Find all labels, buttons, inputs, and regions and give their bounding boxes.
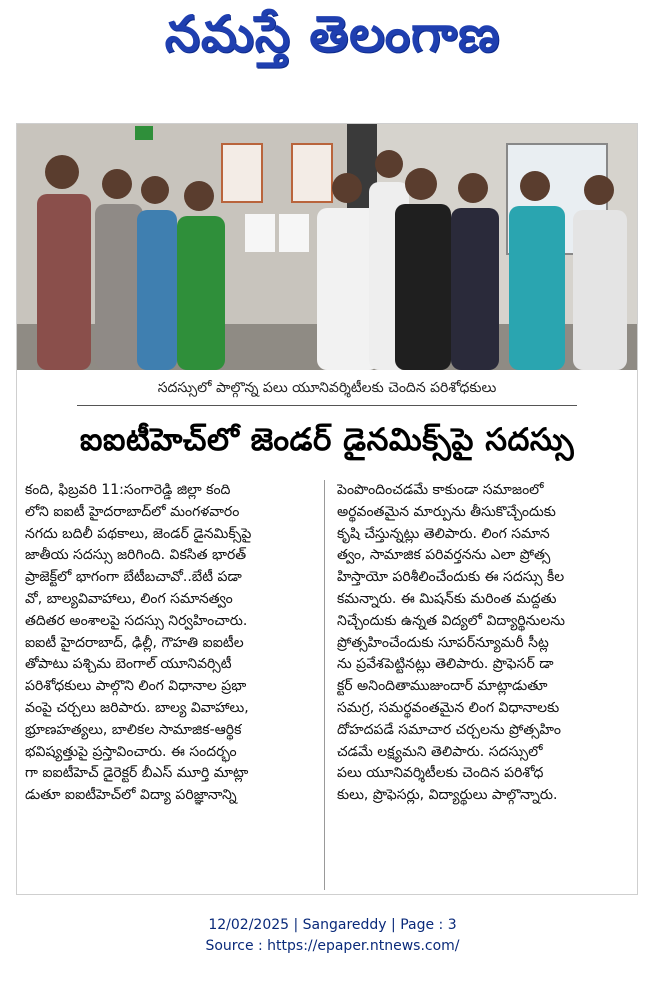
column-divider: [324, 480, 325, 890]
article-line: దోహదపడే సమాచార చర్చలను ప్రోత్సహిం: [337, 721, 561, 738]
article-line: వంపై చర్చలు జరిపారు. బాల్య వివాహాలు,: [25, 699, 249, 716]
photo-caption: సదస్సులో పాల్గొన్న పలు యూనివర్శిటీలకు చెందిన పరిశోధకులు: [157, 379, 497, 396]
article-line: కంది, ఫిబ్రవరి 11:సంగారెడ్డి జిల్లా కంది: [25, 482, 231, 498]
article-line: భవిష్యత్తుపై ప్రస్తావించారు. ఈ సందర్భం: [25, 743, 237, 760]
article-line: నగదు బదిలీ పథకాలు, జెండర్ డైనమిక్స్‌పై: [25, 525, 252, 542]
article-line: తోపాటు పశ్చిమ బెంగాల్ యూనివర్సిటీ: [25, 656, 232, 673]
source-line: Source : https://epaper.ntnews.com/: [205, 938, 460, 954]
article-line: నిచ్చేందుకు ఉన్నత విద్యలో విద్యార్థినులను: [337, 612, 565, 629]
clipping-footer: [0, 915, 665, 957]
article-line: సమగ్ర, సమర్థవంతమైన లింగ విధానాలకు: [337, 699, 560, 716]
news-clipping: [16, 123, 638, 895]
article-line: కమన్నారు. ఈ మిషన్‌కు మరింత మద్దతు: [337, 590, 557, 607]
article-line: క్టర్ అనిందితాముజుందార్ మాట్లాడుతూ: [337, 678, 548, 695]
article-column-right: [337, 480, 629, 807]
group-photo-illustration: [17, 124, 637, 370]
article-line: ఐఐటీ హైదరాబాద్, ఢిల్లీ, గౌహతి ఐఐటీల: [25, 634, 244, 651]
caption-underline: [77, 405, 577, 406]
masthead-title: నమస్తే తెలంగాణ: [164, 4, 501, 63]
article-headline: ఐఐటీహెచ్‌లో జెండర్ డైనమిక్స్‌పై సదస్సు: [79, 421, 575, 458]
article-column-left: [25, 480, 317, 807]
article-line: లోని ఐఐటీ హైదరాబాద్‌లో మంగళవారం: [25, 503, 240, 520]
article-line: ప్రాజెక్ట్‌లో భాగంగా బేటీబచావో..బేటీ పడా: [25, 569, 242, 586]
article-line: చడమే లక్ష్యమని తెలిపారు. సదస్సులో: [337, 743, 543, 760]
article-line: భ్రూణహత్యలు, బాలికల సామాజిక-ఆర్థిక: [25, 721, 242, 738]
article-line: పరిశోధకులు పాల్గొని లింగ విధానాల ప్రభా: [25, 678, 247, 695]
article-line: త్వం, సామాజిక పరివర్తనను ఎలా ప్రోత్స: [337, 547, 551, 564]
article-body: [17, 480, 637, 894]
article-line: జాతీయ సదస్సు జరిగింది. వికసిత భారత్: [25, 547, 247, 564]
news-photo: [17, 124, 637, 370]
article-line: వో, బాల్యవివాహాలు, లింగ సమానత్వం: [25, 590, 233, 607]
article-line: కృషి చేస్తున్నట్లు తెలిపారు. లింగ సమాన: [337, 525, 550, 542]
article-line: ప్రోత్సహించేందుకు సూపర్‌న్యూమరీ సీట్ల: [337, 634, 549, 651]
article-line: పలు యూనివర్శిటీలకు చెందిన పరిశోధ: [337, 765, 544, 782]
article-line: ను ప్రవేశపెట్టినట్లు తెలిపారు. ప్రొఫెసర్ డా: [337, 656, 554, 673]
headline-block: [17, 414, 637, 472]
article-line: పెంపొందించడమే కాకుండా సమాజంలో: [337, 482, 544, 498]
photo-caption-bar: [17, 372, 637, 406]
article-line: అర్థవంతమైన మార్పును తీసుకొచ్చేందుకు: [337, 503, 556, 520]
article-line: హిస్తాయో పరిశీలించేందుకు ఈ సదస్సు కీల: [337, 569, 565, 586]
article-line: డుతూ ఐఐటీహెచ్‌లో విద్యా పరిజ్ఞానాన్ని: [25, 787, 237, 804]
article-line: గా ఐఐటీహెచ్ డైరెక్టర్ బీఎస్ మూర్తి మాట్లా: [25, 765, 249, 782]
masthead: [0, 0, 665, 80]
article-line: తదితర అంశాలపై సదస్సు నిర్వహించారు.: [25, 612, 248, 629]
article-line: కులు, ప్రొఫెసర్లు, విద్యార్థులు పాల్గొన్నారు.: [337, 787, 558, 804]
dateline: 12/02/2025 | Sangareddy | Page : 3: [208, 917, 457, 933]
